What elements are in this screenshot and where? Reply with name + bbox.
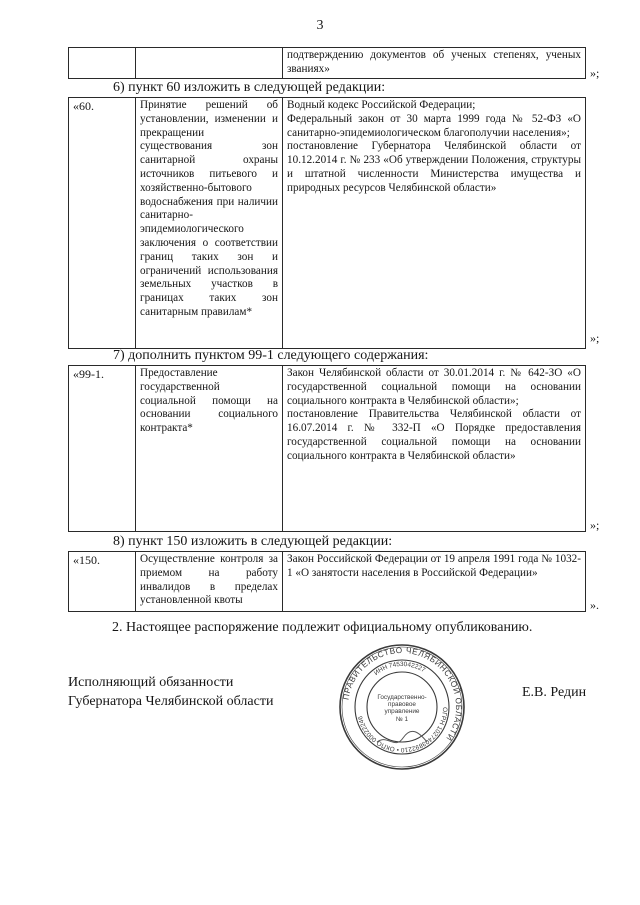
- stamp-center-line: № 1: [395, 716, 409, 723]
- item-basis: Закон Челябинской области от 30.01.2014 г. № 642-ЗО «О государственной социальной помощи на основании социального контракта в Челябинской области»; постановление Правительства Челябинской области от 16.07.2014 г. № 332-П «О Порядке предоставления государственной социальной помощи на основании социального контракта в Челябинской области»: [283, 366, 586, 532]
- amendment-heading-6: 6) пункт 60 изложить в следующей редакции:: [113, 80, 386, 95]
- item-basis-cell: подтверждению документов об ученых степенях, ученых званиях»: [283, 48, 586, 79]
- item-number-cell: [69, 48, 136, 79]
- amendment-table-150: [68, 551, 586, 612]
- signatory-name: Е.В. Редин: [522, 685, 587, 700]
- official-seal-stamp: [337, 642, 467, 772]
- table-row: [69, 552, 586, 612]
- stamp-ring-text: ПРАВИТЕЛЬСТВО ЧЕЛЯБИНСКОЙ ОБЛАСТИ: [341, 645, 464, 743]
- closing-quote: »;: [590, 518, 600, 532]
- page-number: 3: [316, 18, 324, 33]
- stamp-center-line: управление: [384, 708, 420, 715]
- item-number: «99-1.: [69, 366, 136, 532]
- stamp-center-line: правовое: [388, 701, 416, 708]
- amendment-heading-7: 7) дополнить пунктом 99-1 следующего содержания:: [113, 348, 429, 363]
- closing-quote: ».: [590, 598, 599, 612]
- item-name: Предоставление государственной социальной помощи на основании социального контракта*: [136, 366, 283, 532]
- item-basis: Водный кодекс Российской Федерации; Федеральный закон от 30 марта 1999 года № 52-ФЗ «О санитарно-эпидемиологическом благополучии населения»; постановление Губернатора Челябинской области от 10.12.2014 г. № 233 «Об утверждении Положения, структуры и штатной численности Министерства имущества и природных ресурсов Челябинской области»: [283, 98, 586, 349]
- item-name: Принятие решений об установлении, изменении и прекращении существования зон санитарной охраны источников питьевого и хозяйственно-бытового водоснабжения при наличии санитарно-эпидемиологического заключения о соответствии границ таких зон и ограничений использования земельных участков в границах таких зон санитарным правилам*: [136, 98, 283, 349]
- table-row: [69, 48, 586, 79]
- position-line-1: Исполняющий обязанности: [68, 675, 234, 690]
- closing-quote: »;: [590, 331, 600, 345]
- amendment-table-99-1: [68, 365, 586, 532]
- table-row: [69, 98, 586, 349]
- amendment-table-60: [68, 97, 586, 349]
- table-row: [69, 366, 586, 532]
- signatory-position: [68, 673, 273, 711]
- amendment-heading-8: 8) пункт 150 изложить в следующей редакции:: [113, 534, 393, 549]
- item-basis: Закон Российской Федерации от 19 апреля 1991 года № 1032-1 «О занятости населения в Российской Федерации»: [283, 552, 586, 612]
- stamp-center-line: Государственно-: [377, 694, 427, 701]
- final-paragraph: 2. Настоящее распоряжение подлежит официальному опубликованию.: [112, 620, 533, 635]
- item-name: Осуществление контроля за приемом на работу инвалидов в пределах установленной квоты: [136, 552, 283, 612]
- item-number: «60.: [69, 98, 136, 349]
- stamp-codes-text: ОГРН 1027403892210 • ОКПО 00022246: [357, 706, 449, 754]
- stamp-inn-text: ИНН 7453042227: [372, 660, 427, 677]
- position-line-2: Губернатора Челябинской области: [68, 694, 274, 709]
- continuation-table: [68, 47, 586, 79]
- closing-quote: »;: [590, 66, 600, 80]
- item-name-cell: [136, 48, 283, 79]
- item-number: «150.: [69, 552, 136, 612]
